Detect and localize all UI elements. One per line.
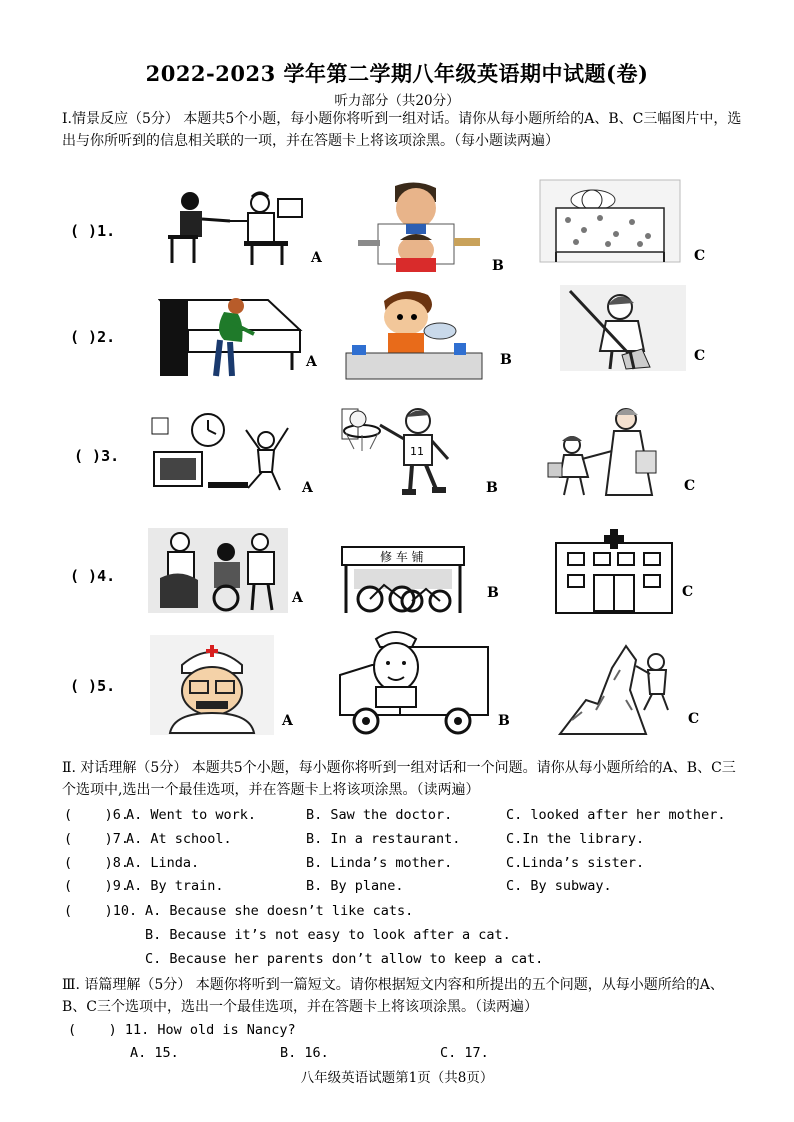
question-8-option-b: B. Linda’s mother. [306,855,453,871]
q4-option-b-letter: B [487,585,499,601]
listening-subtitle: 听力部分（共20分） [334,93,460,109]
q2-option-c-letter: C [694,348,706,364]
section2-instruction: Ⅱ. 对话理解（5分） 本题共5个小题，每小题你将听到一组对话和一个问题。请你从每小题所给的A、B、C三个选项中,选出一个最佳选项，并在答题卡上将该项涂黑。（读两遍） [62,760,736,798]
question-9-option-a: A. By train. [126,878,224,894]
q5-option-b-letter: B [498,713,510,729]
q1-option-c-letter: C [694,248,706,264]
question-7-option-a: A. At school. [126,831,232,847]
question-11-text: ( ) 11. How old is Nancy? [68,1022,296,1038]
question-10-number: ( )10. [64,903,138,919]
picture-q3-c-shopping [540,405,670,500]
picture-q3-b-basketball [340,405,480,497]
q1-option-b-letter: B [492,258,504,274]
question-4-label: ( )4. [70,567,116,585]
q2-option-b-letter: B [500,352,512,368]
question-10-option-c: C. Because her parents don’t allow to keep a cat. [145,951,544,967]
svg-text:11: 11 [410,445,424,458]
question-10-option-a: A. Because she doesn’t like cats. [145,903,414,919]
question-7-option-c: C.In the library. [506,831,645,847]
question-11-option-c: C. 17. [440,1045,489,1061]
question-6-option-b: B. Saw the doctor. [306,807,453,823]
question-6-number: ( )6. [64,807,130,823]
q1-option-a-letter: A [311,250,322,266]
question-11-option-b: B. 16. [280,1045,329,1061]
question-5-label: ( )5. [70,677,116,695]
q5-option-c-letter: C [688,711,700,727]
q3-option-c-letter: C [684,478,696,494]
question-7-option-b: B. In a restaurant. [306,831,461,847]
q4-option-a-letter: A [292,590,303,606]
bike-shop-sign-text: 修 车 铺 [380,550,424,564]
picture-q3-a-computer-late [148,410,300,492]
page-footer: 八年级英语试题第1页（共8页） [300,1070,494,1086]
picture-q1-a-doctor-patient [160,185,305,267]
question-9-number: ( )9. [64,878,130,894]
question-2-label: ( )2. [70,328,116,346]
question-1-label: ( )1. [70,222,116,240]
question-8-number: ( )8. [64,855,130,871]
picture-q5-b-truck-driver [332,625,492,737]
section1-instruction: Ⅰ.情景反应（5分） 本题共5个小题，每小题你将听到一组对话。请你从每小题所给的A、B、C三幅图片中，选出与你所听到的信息相关联的一项，并在答题卡上将该项涂黑。（每小题读两遍） [62,111,742,149]
picture-q1-c-sick-in-bed [538,178,682,264]
question-6-option-a: A. Went to work. [126,807,257,823]
question-7-number: ( )7. [64,831,130,847]
question-9-option-c: C. By subway. [506,878,612,894]
q4-option-c-letter: C [682,584,694,600]
section3-instruction: Ⅲ. 语篇理解（5分） 本题你将听到一篇短文。请你根据短文内容和所提出的五个问题，从每小题所给的A、B、C三个选项中，选出一个最佳选项，并在答题卡上将该项涂黑。（读两遍） [62,977,724,1015]
exam-title: 2022-2023 学年第二学期八年级英语期中试题(卷) [145,61,649,86]
picture-q2-c-sweeping [560,285,686,371]
picture-q1-b-dentist [350,180,483,272]
picture-q4-a-helping-people [148,528,288,613]
question-8-option-c: C.Linda’s sister. [506,855,645,871]
picture-q2-a-making-bed [158,290,303,378]
picture-q4-b-bike-shop [340,545,466,615]
picture-q5-c-climbing [556,640,682,738]
question-9-option-b: B. By plane. [306,878,404,894]
q3-option-b-letter: B [486,480,498,496]
q2-option-a-letter: A [306,354,317,370]
picture-q5-a-doctor [150,635,274,735]
q3-option-a-letter: A [302,480,313,496]
picture-q2-b-washing-dishes [344,285,484,380]
picture-q4-c-hospital [554,525,674,615]
question-10-option-b: B. Because it’s not easy to look after a cat. [145,927,511,943]
question-3-label: ( )3. [74,447,120,465]
q5-option-a-letter: A [282,713,293,729]
question-6-option-c: C. looked after her mother. [506,807,726,823]
question-8-option-a: A. Linda. [126,855,200,871]
question-11-option-a: A. 15. [130,1045,179,1061]
